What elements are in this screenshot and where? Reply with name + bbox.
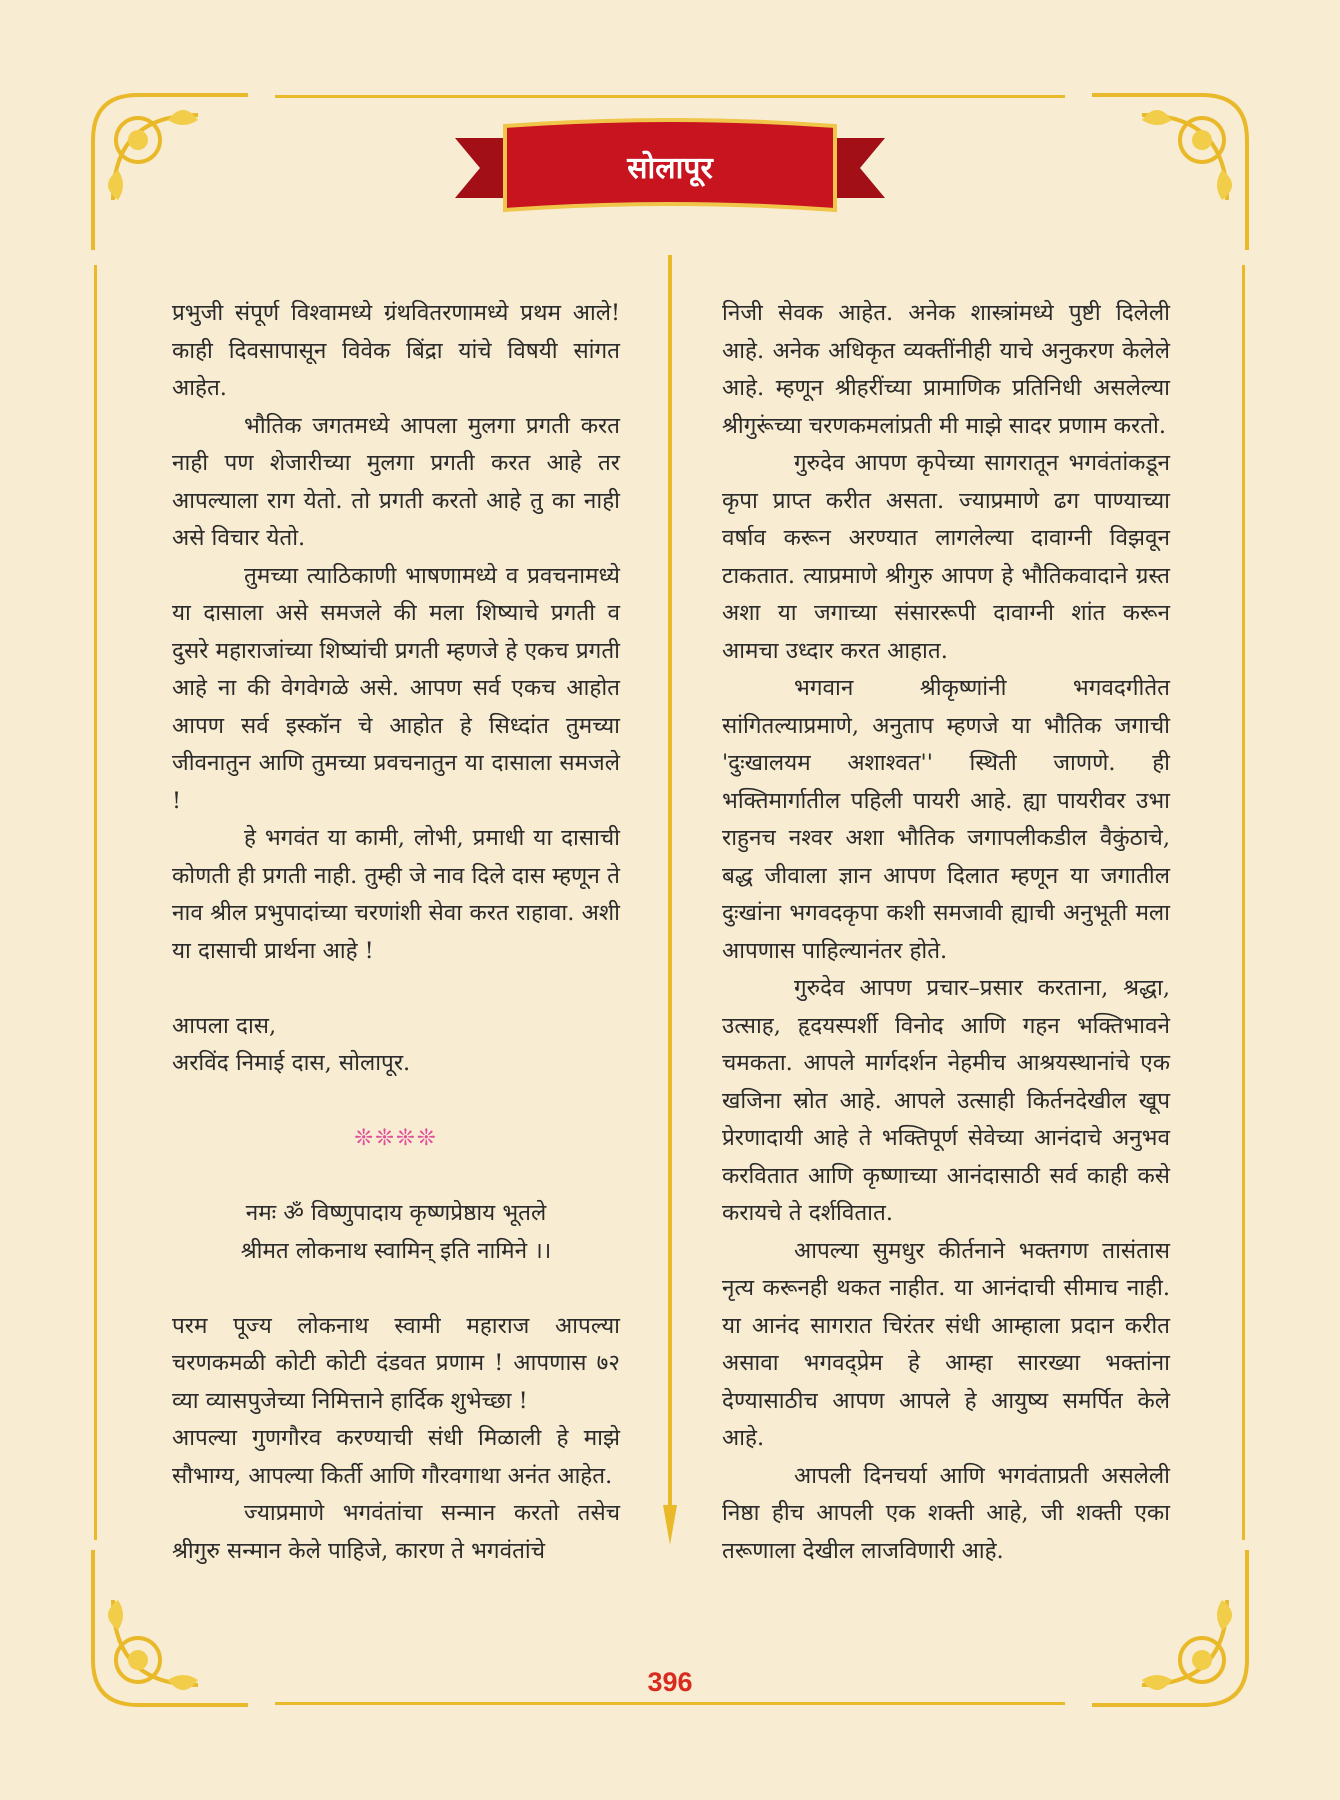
right-paragraph: निजी सेवक आहेत. अनेक शास्त्रांमध्ये पुष्टी दिलेली आहे. अनेक अधिकृत व्यक्तींनीही याचे अनुकरण केलेले आहे. म्हणून श्रीहरींच्या प्रामाणिक प्रतिनिधी असलेल्या श्रीगुरूंच्या चरणकमलांप्रती मी माझे सादर प्रणाम करतो.	[722, 300, 1170, 439]
border-top	[275, 95, 1065, 98]
border-bottom	[275, 1702, 1065, 1705]
right-paragraph: भगवान श्रीकृष्णांनी भगवदगीतेत सांगितल्याप्रमाणे, अनुताप म्हणजे या भौतिक जगाची 'दुःखालयम अशाश्वत'' स्थिती जाणणे. ही भक्तिमार्गातील पहिली पायरी आहे. ह्या पायरीवर उभा राहुनच नश्वर अशा भौतिक जगापलीकडील वैकुंठाचे, बद्ध जीवाला ज्ञान आपण दिलात म्हणून या जगातील दुःखांना भगवदकृपा कशी समजावी ह्याची अनुभूती मला आपणास पाहिल्यानंतर होते.	[722, 675, 1170, 964]
left-paragraph: तुमच्या त्याठिकाणी भाषणामध्ये व प्रवचनामध्ये या दासाला असे समजले की मला शिष्याचे प्रगती व दुसरे महाराजांच्या शिष्यांची प्रगती म्हणजे हे एकच प्रगती आहे ना की वेगवेगळे असे. आपण सर्व एकच आहोत आपण सर्व इस्कॉन चे आहोत हे सिध्दांत तुमच्या जीवनातुन आणि तुमच्या प्रवचनातुन या दासाला समजले !	[172, 562, 620, 814]
left-paragraph: हे भगवंत या कामी, लोभी, प्रमाधी या दासाची कोणती ही प्रगती नाही. तुम्ही जे नाव दिले दास म्हणून ते नाव श्रील प्रभुपादांच्या चरणांशी सेवा करत राहावा. अशी या दासाची प्रार्थना आहे !	[172, 825, 620, 964]
signoff-name: अरविंद निमाई दास, सोलापूर.	[172, 1050, 411, 1076]
separator-stars: ❊❊❊❊	[354, 1125, 438, 1151]
title-ribbon	[455, 118, 885, 228]
corner-ornament-top-left	[78, 80, 248, 250]
corner-ornament-top-right	[1092, 80, 1262, 250]
signoff-line: आपला दास,	[172, 1012, 277, 1039]
left-column	[172, 295, 620, 1570]
left-paragraph: भौतिक जगतमध्ये आपला मुलगा प्रगती करत नाही पण शेजारीच्या मुलगा प्रगती करत आहे तर आपल्याला राग येतो. तो प्रगती करतो आहे तु का नाही असे विचार येतो.	[172, 412, 620, 551]
right-paragraph: गुरुदेव आपण कृपेच्या सागरातून भगवंतांकडून कृपा प्राप्त करीत असता. ज्याप्रमाणे ढग पाण्याच्या वर्षाव करून अरण्यात लागलेल्या दावाग्नी विझवून टाकतात. त्याप्रमाणे श्रीगुरु आपण हे भौतिकवादाने ग्रस्त अशा या जगाच्या संसाररूपी दावाग्नी शांत करून आमचा उध्दार करत आहात.	[722, 450, 1170, 664]
mantra-line: श्रीमत लोकनाथ स्वामिन् इति नामिने ।।	[240, 1237, 552, 1264]
right-paragraph: आपल्या सुमधुर कीर्तनाने भक्तगण तासंतास नृत्य करूनही थकत नाहीत. या आनंदाची सीमाच नाही. या आनंद सागरात चिरंतर संधी आम्हाला प्रदान करीत असावा भगवद्प्रेम हे आम्हा सारख्या भक्तांना देण्यासाठीच आपण आपले हे आयुष्य समर्पित केले आहे.	[722, 1237, 1170, 1451]
page-number: 396	[647, 1667, 693, 1697]
right-paragraph: आपली दिनचर्या आणि भगवंताप्रती असलेली निष्ठा हीच आपली एक शक्ती आहे, जी शक्ती एका तरूणाला देखील लाजविणारी आहे.	[722, 1462, 1170, 1564]
page-title: सोलापूर	[627, 151, 713, 186]
left-paragraph: प्रभुजी संपूर्ण विश्वामध्ये ग्रंथवितरणामध्ये प्रथम आले! काही दिवसापासून विवेक बिंद्रा यांचे विषयी सांगत आहेत.	[172, 300, 620, 401]
left-paragraph: आपल्या गुणगौरव करण्याची संधी मिळाली हे माझे सौभाग्य, आपल्या किर्ती आणि गौरवगाथा अनंत आहेत.	[172, 1425, 620, 1489]
left-paragraph: परम पूज्य लोकनाथ स्वामी महाराज आपल्या चरणकमळी कोटी कोटी दंडवत प्रणाम ! आपणास ७२ व्या व्यासपुजेच्या निमित्ताने हार्दिक शुभेच्छा !	[172, 1312, 620, 1414]
mantra-line: नमः ॐ विष्णुपादाय कृष्णप्रेष्ठाय भूतले	[245, 1200, 547, 1226]
right-paragraph: गुरुदेव आपण प्रचार–प्रसार करताना, श्रद्धा, उत्साह, हृदयस्पर्शी विनोद आणि गहन भक्तिभावने चमकता. आपले मार्गदर्शन नेहमीच आश्रयस्थानांचे एक खजिना स्रोत आहे. आपले उत्साही किर्तनदेखील खूप प्रेरणादायी आहे ते भक्तिपूर्ण सेवेच्या आनंदाचे अनुभव करवितात आणि कृष्णाच्या आनंदासाठी सर्व काही कसे करायचे ते दर्शवितात.	[722, 975, 1170, 1226]
right-column	[722, 295, 1170, 1570]
border-right	[1242, 265, 1245, 1540]
column-divider	[663, 255, 677, 1545]
left-paragraph: ज्याप्रमाणे भगवंतांचा सन्मान करतो तसेच श्रीगुरु सन्मान केले पाहिजे, कारण ते भगवंतांचे	[172, 1500, 620, 1564]
border-left	[94, 265, 97, 1540]
